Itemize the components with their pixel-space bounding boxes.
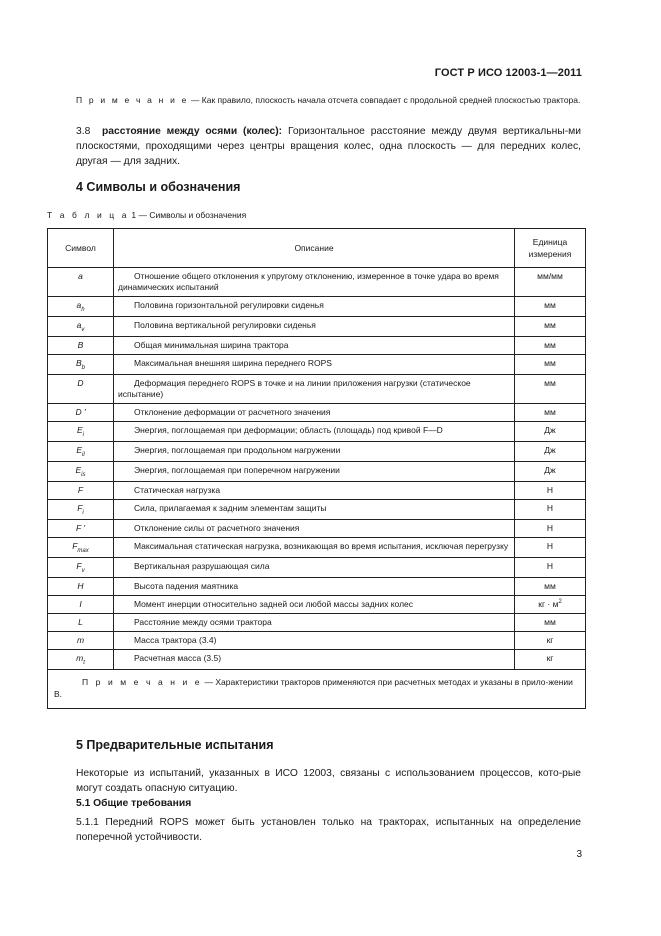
unit-text: мм <box>544 340 556 350</box>
note-paragraph <box>76 94 581 107</box>
header-symbol: Символ <box>48 229 114 268</box>
unit-text: мм <box>544 617 556 627</box>
symbol-text: a <box>76 320 82 330</box>
symbol-cell <box>48 500 114 520</box>
symbol-text: a <box>76 300 82 310</box>
unit-text: мм <box>544 358 556 368</box>
unit-cell <box>515 632 586 650</box>
unit-text: Н <box>546 503 554 513</box>
table-caption <box>47 210 246 220</box>
table-row <box>48 632 586 650</box>
table-caption-label: Т а б л и ц а <box>47 210 130 220</box>
table-row <box>48 355 586 375</box>
symbol-cell <box>48 558 114 578</box>
symbol-text: B <box>75 358 82 368</box>
table-row <box>48 375 586 404</box>
unit-cell <box>515 422 586 442</box>
symbol-cell <box>48 268 114 297</box>
symbol-subscript: is <box>81 472 86 478</box>
description-text: Отклонение деформации от расчетного значения <box>134 407 331 417</box>
symbol-text: D <box>77 378 84 388</box>
symbol-cell <box>48 442 114 462</box>
note-label: П р и м е ч а н и е <box>76 95 189 105</box>
table-row <box>48 404 586 422</box>
unit-text: мм <box>544 378 556 388</box>
table-row <box>48 422 586 442</box>
description-cell <box>114 442 515 462</box>
description-cell <box>114 462 515 482</box>
unit-cell <box>515 442 586 462</box>
table-row <box>48 538 586 558</box>
paragraph-5-1-1: 5.1.1 Передний ROPS может быть установлен только на тракторах, испытанных на определение поперечной устойчивости. <box>76 817 581 843</box>
description-cell <box>114 520 515 538</box>
symbol-cell <box>48 632 114 650</box>
unit-text: мм <box>544 407 556 417</box>
table-note-label: П р и м е ч а н и е <box>82 677 203 687</box>
description-text: Максимальная внешняя ширина переднего ROPS <box>134 358 332 368</box>
description-text: Высота падения маятника <box>134 581 239 591</box>
description-cell <box>114 558 515 578</box>
description-cell <box>114 578 515 596</box>
unit-cell <box>515 558 586 578</box>
unit-superscript: 2 <box>558 599 562 605</box>
document-code-header: ГОСТ Р ИСО 12003-1—2011 <box>434 67 582 79</box>
definition-text: Горизонтальное расстояние между двумя вертикальны-ми плоскостями, проходящими через центры вращения колес, одна плоскость — для передних колес, другая — для задних. <box>76 126 581 167</box>
header-unit: Единица измерения <box>515 229 586 268</box>
table-row <box>48 317 586 337</box>
description-text: Энергия, поглощаемая при деформации; область (площадь) под кривой F—D <box>134 425 443 435</box>
symbol-text: E <box>76 425 83 435</box>
unit-cell <box>515 404 586 422</box>
table-row <box>48 462 586 482</box>
symbol-cell <box>48 355 114 375</box>
description-text: Половина горизонтальной регулировки сиденья <box>134 300 324 310</box>
symbol-text: I <box>79 599 82 609</box>
description-text: Момент инерции относительно задней оси любой массы задних колес <box>134 599 414 609</box>
description-cell <box>114 596 515 614</box>
unit-text: Дж <box>544 465 556 475</box>
description-cell <box>114 404 515 422</box>
table-row <box>48 650 586 670</box>
symbol-subscript: b <box>81 365 85 371</box>
unit-cell <box>515 614 586 632</box>
description-cell <box>114 538 515 558</box>
symbol-cell <box>48 482 114 500</box>
page-number: 3 <box>576 849 582 860</box>
symbol-text: H <box>77 581 84 591</box>
description-text: Деформация переднего ROPS в точке и на линии приложения нагрузки (статическое испытание) <box>118 378 471 399</box>
description-text: Расстояние между осями трактора <box>134 617 272 627</box>
section-4-heading: 4 Символы и обозначения <box>76 180 241 194</box>
symbol-cell <box>48 614 114 632</box>
table-note-row <box>48 670 586 709</box>
symbol-text: E <box>75 465 82 475</box>
table-row <box>48 297 586 317</box>
unit-cell <box>515 482 586 500</box>
unit-cell <box>515 355 586 375</box>
description-cell <box>114 375 515 404</box>
description-text: Общая минимальная ширина трактора <box>134 340 289 350</box>
unit-text: кг · м <box>538 599 559 609</box>
table-row <box>48 500 586 520</box>
description-cell <box>114 650 515 670</box>
note-text: — Как правило, плоскость начала отсчета совпадает с продольной средней плоскостью трактора. <box>188 95 581 105</box>
symbol-text: a <box>78 271 83 281</box>
symbol-subscript: il <box>82 452 85 458</box>
symbol-text: F <box>77 485 84 495</box>
section-5-intro <box>76 766 581 796</box>
symbol-cell <box>48 596 114 614</box>
description-cell <box>114 614 515 632</box>
description-cell <box>114 632 515 650</box>
unit-cell <box>515 297 586 317</box>
unit-text: Н <box>546 485 554 495</box>
table-row <box>48 337 586 355</box>
symbol-text: F <box>72 541 78 551</box>
section-5-intro-text: Некоторые из испытаний, указанных в ИСО 12003, связаны с использованием процессов, кото-рые могут создать опасную ситуацию. <box>76 768 581 794</box>
unit-text: мм <box>544 581 556 591</box>
symbol-cell <box>48 404 114 422</box>
description-text: Половина вертикальной регулировки сиденья <box>134 320 316 330</box>
table-row <box>48 268 586 297</box>
description-text: Энергия, поглощаемая при поперечном нагружении <box>134 465 340 475</box>
unit-text: Н <box>546 523 554 533</box>
description-text: Энергия, поглощаемая при продольном нагружении <box>134 445 341 455</box>
unit-text: кг <box>546 653 554 663</box>
header-description: Описание <box>114 229 515 268</box>
table-caption-text: 1 — Символы и обозначения <box>129 210 247 220</box>
symbol-text: F <box>77 503 83 513</box>
unit-cell <box>515 375 586 404</box>
unit-text: Дж <box>544 445 556 455</box>
unit-cell <box>515 538 586 558</box>
unit-cell <box>515 337 586 355</box>
table-row <box>48 614 586 632</box>
unit-text: Н <box>546 541 554 551</box>
symbol-text: F ' <box>75 523 86 533</box>
unit-text: мм <box>544 320 556 330</box>
symbol-text: E <box>76 445 82 455</box>
unit-cell <box>515 650 586 670</box>
symbols-table <box>47 228 586 709</box>
unit-cell <box>515 578 586 596</box>
unit-text: Дж <box>544 425 556 435</box>
symbol-cell <box>48 578 114 596</box>
table-row <box>48 482 586 500</box>
description-text: Отношение общего отклонения к упругому отклонению, измеренное в точке удара во время динамических испытаний <box>118 271 499 292</box>
symbol-text: m <box>76 653 84 663</box>
section-5-heading: 5 Предварительные испытания <box>76 738 274 752</box>
unit-cell <box>515 317 586 337</box>
symbol-cell <box>48 462 114 482</box>
description-cell <box>114 317 515 337</box>
symbol-cell <box>48 375 114 404</box>
unit-cell <box>515 500 586 520</box>
unit-text: мм/мм <box>537 271 563 281</box>
unit-cell <box>515 462 586 482</box>
unit-cell <box>515 596 586 614</box>
description-cell <box>114 482 515 500</box>
symbol-subscript: v <box>81 568 85 574</box>
symbol-cell <box>48 538 114 558</box>
table-row <box>48 558 586 578</box>
symbol-cell <box>48 422 114 442</box>
description-cell <box>114 337 515 355</box>
symbol-cell <box>48 297 114 317</box>
unit-text: Н <box>546 561 554 571</box>
symbol-cell <box>48 520 114 538</box>
symbol-cell <box>48 317 114 337</box>
symbol-text: m <box>76 635 85 645</box>
symbol-text: L <box>78 617 83 627</box>
description-text: Максимальная статическая нагрузка, возникающая во время испытания, исключая перегрузку <box>134 541 509 551</box>
definition-3-8 <box>76 124 581 169</box>
table-row <box>48 578 586 596</box>
table-note <box>48 670 586 709</box>
symbol-text: D ' <box>75 407 86 417</box>
symbol-subscript: t <box>83 660 85 666</box>
table-row <box>48 596 586 614</box>
description-cell <box>114 355 515 375</box>
unit-cell <box>515 268 586 297</box>
symbol-subscript: i <box>82 432 84 438</box>
description-text: Статическая нагрузка <box>134 485 221 495</box>
description-text: Масса трактора (3.4) <box>134 635 217 645</box>
symbol-text: F <box>76 561 82 571</box>
table-row <box>48 442 586 462</box>
description-cell <box>114 422 515 442</box>
table-row <box>48 520 586 538</box>
symbol-text: B <box>77 340 84 350</box>
unit-text: кг <box>546 635 554 645</box>
symbol-cell <box>48 650 114 670</box>
definition-term: расстояние между осями (колес): <box>102 126 283 137</box>
description-cell <box>114 297 515 317</box>
unit-cell <box>515 520 586 538</box>
symbol-subscript: h <box>81 307 85 313</box>
table-note-text: — Характеристики тракторов применяются при расчетных методах и указаны в прило-жении В. <box>54 677 573 699</box>
unit-text: мм <box>544 300 556 310</box>
symbol-subscript: i <box>82 510 84 516</box>
description-text: Вертикальная разрушающая сила <box>134 561 270 571</box>
definition-number: 3.8 <box>76 126 91 137</box>
description-text: Расчетная масса (3.5) <box>134 653 222 663</box>
description-text: Сила, прилагаемая к задним элементам защиты <box>134 503 327 513</box>
description-cell <box>114 500 515 520</box>
symbol-subscript: v <box>81 327 85 333</box>
subsection-5-1-heading: 5.1 Общие требования <box>76 798 192 809</box>
symbol-subscript: max <box>77 548 89 554</box>
description-text: Отклонение силы от расчетного значения <box>134 523 300 533</box>
description-cell <box>114 268 515 297</box>
symbol-cell <box>48 337 114 355</box>
